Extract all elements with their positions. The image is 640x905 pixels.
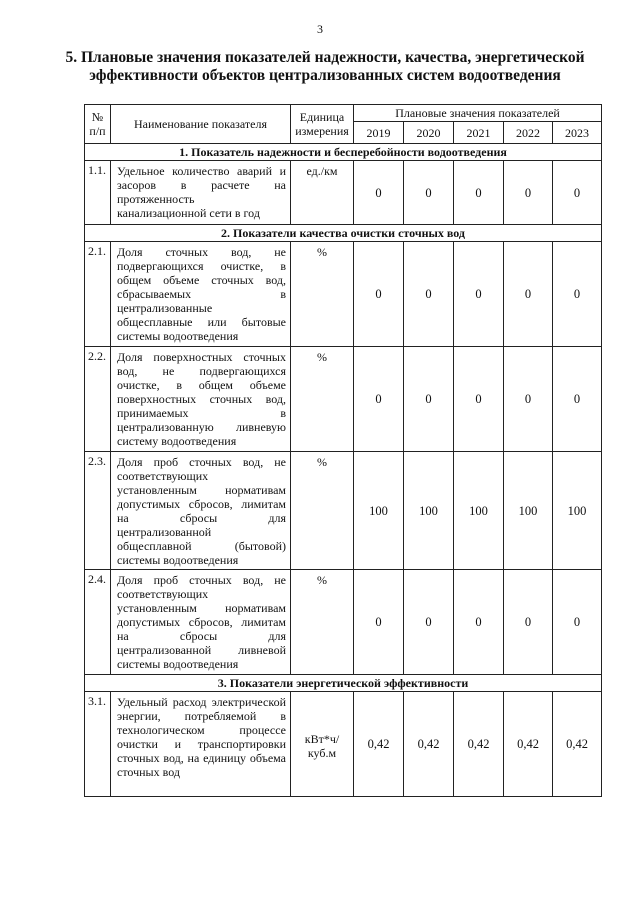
value-cell: 0,42: [404, 692, 454, 797]
value-cell: 0: [454, 242, 504, 347]
indicators-table: [84, 104, 602, 797]
value-cell: 0,42: [553, 692, 602, 797]
row-number: 2.2.: [85, 347, 111, 452]
header-num-line-1: №: [91, 110, 104, 124]
value-cell: 0: [354, 570, 404, 675]
header-num: [85, 105, 111, 144]
header-unit-line-2: измерения: [295, 124, 349, 138]
header-year: 2020: [404, 122, 454, 144]
indicator-name: Доля проб сточных вод, не соответствующих установленным нормативам допустимых сбросов, лимитам на сбросы для централизованной общесплавной (бытовой) системы водоотведения: [111, 452, 291, 570]
header-unit-line-1: Единица: [299, 110, 345, 124]
row-number: 2.4.: [85, 570, 111, 675]
value-cell: 0: [553, 161, 602, 225]
value-cell: 0,42: [504, 692, 553, 797]
value-cell: 0: [454, 161, 504, 225]
page-number: 3: [317, 22, 323, 36]
value-cell: 0: [504, 242, 553, 347]
value-cell: 100: [354, 452, 404, 570]
indicator-name: Удельное количество аварий и засоров в расчете на протяженность канализационной сети в год: [111, 161, 291, 225]
indicator-name: Доля проб сточных вод, не соответствующих установленным нормативам допустимых сбросов, лимитам на сбросы для централизованной ливневой системы водоотведения: [111, 570, 291, 675]
table-row: [85, 242, 602, 347]
table-row: [85, 570, 602, 675]
unit-cell: [291, 692, 354, 797]
value-cell: 100: [553, 452, 602, 570]
table-row: [85, 692, 602, 797]
section-row: [85, 225, 602, 242]
header-unit: [291, 105, 354, 144]
unit-cell: ед./км: [291, 161, 354, 225]
value-cell: 0: [553, 570, 602, 675]
title-line-2: эффективности объектов централизованных систем водоотведения: [89, 67, 561, 84]
header-row: [85, 105, 602, 122]
section-title: 1. Показатель надежности и бесперебойности водоотведения: [85, 144, 602, 161]
value-cell: 0: [504, 347, 553, 452]
value-cell: 0,42: [354, 692, 404, 797]
value-cell: 0: [404, 347, 454, 452]
value-cell: 0: [454, 570, 504, 675]
header-year: 2019: [354, 122, 404, 144]
value-cell: 0: [404, 570, 454, 675]
value-cell: 100: [404, 452, 454, 570]
value-cell: 0: [553, 242, 602, 347]
indicator-name: Доля поверхностных сточных вод, не подвергающихся очистке, в общем объеме поверхностных сточных вод, принимаемых в централизованную ливневую систему водоотведения: [111, 347, 291, 452]
header-num-line-2: п/п: [89, 124, 106, 138]
value-cell: 0: [504, 161, 553, 225]
value-cell: 0: [504, 570, 553, 675]
unit-line-2: куб.м: [307, 745, 337, 760]
section-row: [85, 675, 602, 692]
unit-cell: %: [291, 452, 354, 570]
value-cell: 0: [354, 242, 404, 347]
value-cell: 0: [354, 347, 404, 452]
value-cell: 100: [454, 452, 504, 570]
row-number: 3.1.: [85, 692, 111, 797]
unit-cell: %: [291, 570, 354, 675]
row-number: 2.1.: [85, 242, 111, 347]
title-line-1: 5. Плановые значения показателей надежности, качества, энергетической: [65, 49, 585, 66]
unit-cell: %: [291, 347, 354, 452]
table-row: [85, 452, 602, 570]
document-title: [60, 49, 590, 85]
header-year: 2021: [454, 122, 504, 144]
section-row: [85, 144, 602, 161]
header-planned: Плановые значения показателей: [354, 105, 602, 122]
section-title: 2. Показатели качества очистки сточных вод: [85, 225, 602, 242]
value-cell: 0: [454, 347, 504, 452]
value-cell: 0: [553, 347, 602, 452]
row-number: 1.1.: [85, 161, 111, 225]
table-row: [85, 161, 602, 225]
indicator-name: Доля сточных вод, не подвергающихся очистке, в общем объеме сточных вод, сбрасываемых в централизованные общесплавные или бытовые системы водоотведения: [111, 242, 291, 347]
header-year: 2023: [553, 122, 602, 144]
header-year: 2022: [504, 122, 553, 144]
unit-cell: %: [291, 242, 354, 347]
row-number: 2.3.: [85, 452, 111, 570]
section-title: 3. Показатели энергетической эффективности: [85, 675, 602, 692]
value-cell: 0,42: [454, 692, 504, 797]
unit-line-1: кВт*ч/: [304, 731, 340, 746]
value-cell: 0: [404, 242, 454, 347]
header-name: Наименование показателя: [111, 105, 291, 144]
value-cell: 100: [504, 452, 553, 570]
table-row: [85, 347, 602, 452]
value-cell: 0: [404, 161, 454, 225]
value-cell: 0: [354, 161, 404, 225]
indicator-name: Удельный расход электрической энергии, потребляемой в технологическом процессе очистки и транспортировки сточных вод, на единицу объема сточных вод: [111, 692, 291, 797]
